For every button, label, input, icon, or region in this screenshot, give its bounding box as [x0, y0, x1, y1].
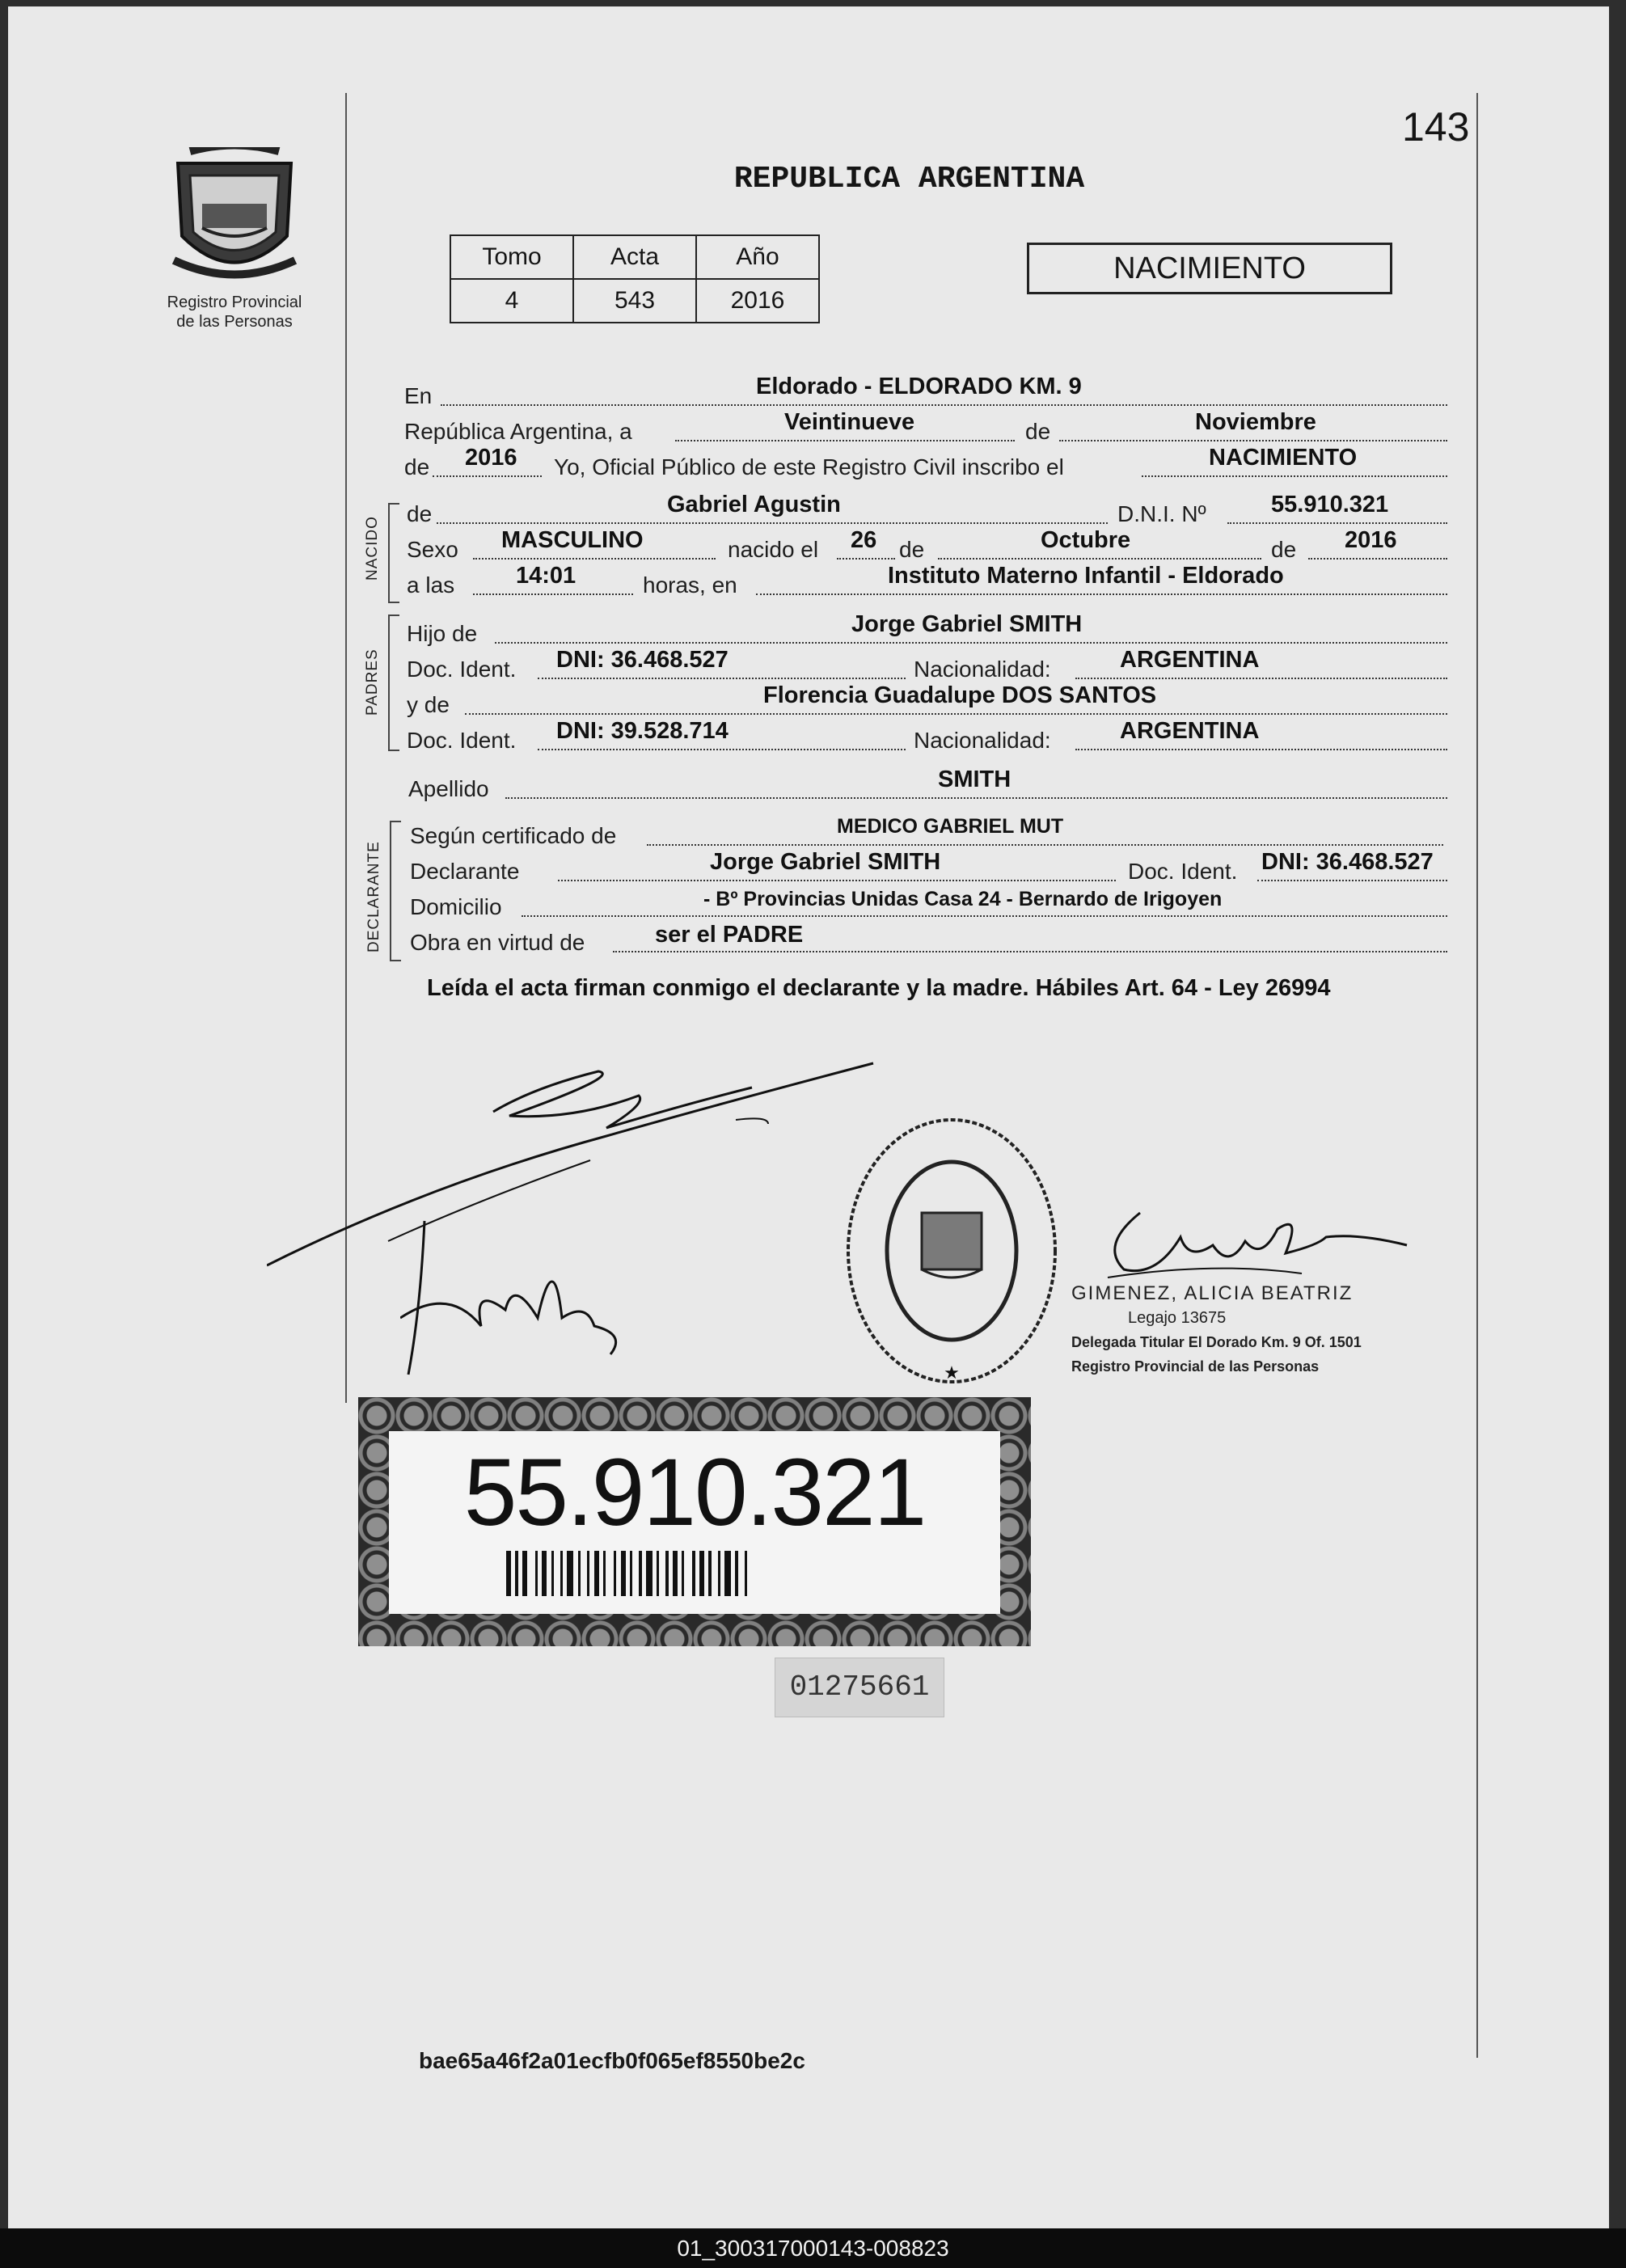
- rule-nac-father: [1075, 678, 1447, 679]
- value-certificado: MEDICO GABRIEL MUT: [837, 815, 1064, 838]
- document-hash: bae65a46f2a01ecfb0f065ef8550be2c: [419, 2048, 805, 2073]
- side-label-declarante: DECLARANTE: [365, 841, 382, 952]
- value-birth-year: 2016: [1345, 527, 1397, 553]
- label-en: En: [404, 383, 433, 408]
- rule-doc-declarante: [1257, 880, 1447, 881]
- rule-declarante: [558, 880, 1116, 881]
- label-declarante: Declarante: [410, 859, 520, 884]
- rule-father: [495, 642, 1447, 644]
- label-certificado: Según certificado de: [410, 823, 617, 848]
- document-title: REPUBLICA ARGENTINA: [733, 162, 1085, 196]
- right-margin-line: [1476, 93, 1478, 2058]
- bracket-padres: [388, 615, 399, 751]
- label-republica: República Argentina, a: [404, 419, 632, 444]
- rule-birth-place: [756, 593, 1447, 595]
- register-table: [450, 234, 820, 323]
- label-de-birth-month: de: [899, 537, 925, 562]
- serial-number: 01275661: [775, 1658, 944, 1717]
- closing-statement: Leída el acta firman conmigo el declarante y la madre. Hábiles Art. 64 - Ley 26994: [427, 975, 1331, 1001]
- value-place: Eldorado - ELDORADO KM. 9: [756, 374, 1082, 399]
- rule-doc-mother: [538, 749, 906, 750]
- value-sexo: MASCULINO: [501, 527, 644, 553]
- label-doc-father: Doc. Ident.: [407, 657, 517, 682]
- table-value-tomo: 4: [450, 279, 573, 323]
- value-nacido-name: Gabriel Agustin: [667, 492, 841, 517]
- rule-time: [473, 593, 633, 595]
- rule-en: [441, 404, 1447, 406]
- sticker-label: [389, 1431, 1000, 1614]
- value-birth-place: Instituto Materno Infantil - Eldorado: [888, 563, 1284, 589]
- table-header-anio: Año: [696, 235, 819, 279]
- footer-code: 01_300317000143-008823: [0, 2228, 1626, 2268]
- official-stamp-text: GIMENEZ, ALICIA BEATRIZ Legajo 13675 Delegada Titular El Dorado Km. 9 Of. 1501 Registro Provincial de las Personas: [1071, 1282, 1362, 1375]
- rule-obra: [613, 951, 1447, 952]
- value-nac-mother: ARGENTINA: [1120, 718, 1260, 744]
- value-apellido: SMITH: [938, 767, 1011, 792]
- label-sexo: Sexo: [407, 537, 458, 562]
- side-label-padres: PADRES: [364, 648, 381, 716]
- rule-birth-day: [837, 558, 895, 560]
- svg-text:★: ★: [944, 1363, 960, 1383]
- official-signature: [1092, 1197, 1415, 1286]
- rule-nac-mother: [1075, 749, 1447, 750]
- rule-doc-father: [538, 678, 906, 679]
- value-obra: ser el PADRE: [655, 922, 804, 948]
- label-horas-en: horas, en: [643, 572, 737, 598]
- table-header-acta: Acta: [573, 235, 696, 279]
- value-time: 14:01: [516, 563, 576, 589]
- label-a-las: a las: [407, 572, 455, 598]
- table-value-acta: 543: [573, 279, 696, 323]
- value-birth-month: Octubre: [1041, 527, 1131, 553]
- id-sticker: [358, 1397, 1031, 1646]
- label-dni: D.N.I. Nº: [1117, 501, 1206, 526]
- page-number: 143: [1402, 104, 1470, 150]
- rule-month: [1059, 440, 1447, 441]
- registry-seal: [841, 1112, 1063, 1391]
- act-type-box: NACIMIENTO: [1027, 243, 1392, 294]
- logo-caption: Registro Provincial de las Personas: [167, 294, 302, 331]
- value-month: Noviembre: [1195, 409, 1316, 435]
- rule-domicilio: [522, 915, 1447, 917]
- label-domicilio: Domicilio: [410, 894, 502, 919]
- rule-year: [433, 475, 542, 477]
- value-domicilio: - Bº Provincias Unidas Casa 24 - Bernardo de Irigoyen: [703, 888, 1223, 910]
- value-dni: 55.910.321: [1271, 492, 1389, 517]
- label-nac-father: Nacionalidad:: [914, 657, 1051, 682]
- label-hijo-de: Hijo de: [407, 621, 478, 646]
- value-nac-father: ARGENTINA: [1120, 647, 1260, 673]
- label-doc-declarante: Doc. Ident.: [1128, 859, 1238, 884]
- label-inscribo: Yo, Oficial Público de este Registro Civil inscribo el: [554, 454, 1064, 479]
- value-inscribo: NACIMIENTO: [1209, 445, 1358, 471]
- value-mother: Florencia Guadalupe DOS SANTOS: [763, 682, 1157, 708]
- rule-nacido-name: [437, 522, 1108, 524]
- mother-signature: [400, 1213, 643, 1383]
- rule-birth-year: [1308, 558, 1447, 560]
- sticker-id-number: 55.910.321: [463, 1439, 926, 1546]
- value-day: Veintinueve: [784, 409, 915, 435]
- rule-inscribo: [1142, 475, 1447, 477]
- bracket-nacido: [388, 503, 399, 603]
- value-father: Jorge Gabriel SMITH: [851, 611, 1083, 637]
- bracket-declarante: [390, 821, 401, 961]
- rule-sexo: [473, 558, 716, 560]
- value-birth-day: 26: [851, 527, 877, 553]
- label-nacido-de: de: [407, 501, 433, 526]
- value-doc-father: DNI: 36.468.527: [556, 647, 729, 673]
- rule-mother: [465, 713, 1447, 715]
- rule-dni: [1227, 522, 1447, 524]
- value-doc-declarante: DNI: 36.468.527: [1261, 849, 1434, 875]
- rule-certificado: [647, 844, 1443, 846]
- table-header-tomo: Tomo: [450, 235, 573, 279]
- value-year: 2016: [465, 445, 517, 471]
- label-apellido: Apellido: [408, 776, 489, 801]
- rule-day: [675, 440, 1015, 441]
- label-de-month: de: [1025, 419, 1051, 444]
- label-y-de: y de: [407, 692, 450, 717]
- label-obra: Obra en virtud de: [410, 930, 585, 955]
- label-nacido-el: nacido el: [728, 537, 819, 562]
- table-value-anio: 2016: [696, 279, 819, 323]
- value-doc-mother: DNI: 39.528.714: [556, 718, 729, 744]
- label-de-birth-year: de: [1271, 537, 1297, 562]
- side-label-nacido: NACIDO: [364, 516, 381, 581]
- province-emblem: [166, 147, 303, 285]
- label-nac-mother: Nacionalidad:: [914, 728, 1051, 753]
- rule-birth-month: [938, 558, 1261, 560]
- barcode: [506, 1551, 883, 1596]
- rule-apellido: [505, 797, 1447, 799]
- label-doc-mother: Doc. Ident.: [407, 728, 517, 753]
- value-declarante: Jorge Gabriel SMITH: [710, 849, 941, 875]
- label-de-year: de: [404, 454, 430, 479]
